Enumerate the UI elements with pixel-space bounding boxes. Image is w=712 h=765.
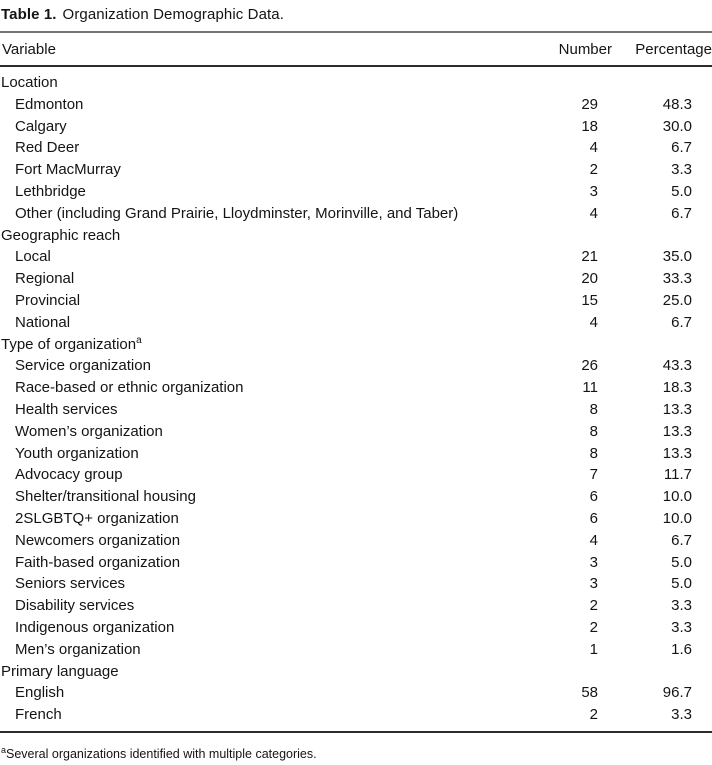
percentage-cell: 1.6 [671,640,692,658]
table-row [0,290,712,312]
number-cell: 29 [581,95,598,113]
section-name: Location [1,74,58,91]
number-cell: 15 [581,291,598,309]
number-cell: 2 [589,597,598,615]
percentage-cell: 5.0 [671,182,692,200]
section-header-row [0,334,712,356]
footnote-reference: a [136,334,142,346]
table-row [0,443,712,465]
table-row [0,486,712,508]
table-row [0,530,712,552]
column-header-number: Number [558,41,612,58]
footnote-marker: a [1,744,7,755]
percentage-cell: 3.3 [671,597,692,615]
variable-cell: Health services [15,400,118,418]
variable-cell: Indigenous organization [15,618,175,636]
table-title-label: Table 1. [1,6,57,23]
table-row [0,464,712,486]
number-cell: 11 [582,379,598,397]
number-cell: 20 [581,270,598,288]
percentage-cell: 35.0 [662,248,692,266]
percentage-cell: 5.0 [671,553,692,571]
demographic-table [0,31,712,733]
table-row [0,355,712,377]
variable-cell: Service organization [15,357,151,375]
number-cell: 3 [589,575,598,593]
variable-cell: Regional [15,270,75,288]
percentage-cell: 43.3 [662,357,692,375]
number-cell: 4 [589,531,598,549]
variable-cell: Race-based or ethnic organization [15,379,244,397]
column-header-percentage: Percentage [635,41,712,58]
variable-cell: Red Deer [15,139,80,157]
table-row [0,181,712,203]
table-row [0,268,712,290]
number-cell: 3 [589,553,598,571]
percentage-cell: 13.3 [662,444,692,462]
section-name: Geographic reach [1,226,121,244]
number-cell: 2 [589,706,598,724]
table-row [0,573,712,595]
number-cell: 26 [581,357,598,375]
percentage-cell: 96.7 [662,684,692,702]
percentage-cell: 3.3 [671,706,692,724]
variable-cell: Women’s organization [15,422,163,440]
number-cell: 58 [581,684,598,702]
section-label [0,334,712,356]
variable-cell: Men’s organization [15,640,141,658]
footnote-text: Several organizations identified with multiple categories. [6,746,317,761]
table-row [0,617,712,639]
table-row [0,246,712,268]
number-cell: 8 [589,444,598,462]
percentage-cell: 10.0 [662,509,692,527]
variable-cell: Other (including Grand Prairie, Lloydminster, Morinville, and Taber) [15,204,459,222]
table-header [0,32,712,66]
table-row [0,508,712,530]
section-header-row [0,225,712,247]
section-header-row [0,661,712,683]
section-name: Primary language [1,662,119,680]
table-row [0,116,712,138]
variable-cell: Fort MacMurray [15,161,121,179]
variable-cell: Faith-based organization [15,553,181,571]
percentage-cell: 10.0 [662,488,692,506]
percentage-cell: 13.3 [662,422,692,440]
variable-cell: Seniors services [15,575,126,593]
table-row [0,595,712,617]
number-cell: 4 [589,204,598,222]
variable-cell: Advocacy group [15,466,123,484]
number-cell: 6 [589,509,598,527]
variable-cell: Shelter/transitional housing [15,488,196,506]
variable-cell: French [15,706,62,724]
percentage-cell: 13.3 [662,400,692,418]
table-row [0,421,712,443]
table-row [0,94,712,116]
variable-cell: Calgary [15,117,67,135]
table-row [0,682,712,704]
variable-cell: English [15,684,65,702]
variable-cell: Edmonton [15,95,84,113]
number-cell: 1 [589,640,598,658]
percentage-cell: 6.7 [671,313,692,331]
table-title [0,0,712,31]
percentage-cell: 6.7 [671,204,692,222]
variable-cell: Disability services [15,597,135,615]
variable-cell: National [15,313,71,331]
percentage-cell: 30.0 [662,117,692,135]
percentage-cell: 25.0 [662,291,692,309]
table-row [0,639,712,661]
table-row [0,203,712,225]
table-row [0,159,712,181]
table-row [0,137,712,159]
number-cell: 18 [581,117,598,135]
number-cell: 7 [589,466,598,484]
variable-cell: Newcomers organization [15,531,181,549]
section-label [0,66,712,94]
variable-cell: Local [15,248,51,266]
section-header-row [0,66,712,94]
number-cell: 2 [589,618,598,636]
table-body [0,66,712,732]
table-footnote [0,746,712,762]
percentage-cell: 33.3 [662,270,692,288]
number-cell: 4 [589,313,598,331]
table-row [0,377,712,399]
variable-cell: 2SLGBTQ+ organization [15,509,179,527]
table-title-text: Organization Demographic Data. [62,6,284,23]
percentage-cell: 3.3 [671,618,692,636]
section-name: Type of organization [1,335,137,353]
number-cell: 4 [589,139,598,157]
number-cell: 8 [589,400,598,418]
table-row [0,399,712,421]
percentage-cell: 11.7 [663,466,692,484]
table-row [0,312,712,334]
percentage-cell: 48.3 [662,95,692,113]
number-cell: 3 [589,182,598,200]
variable-cell: Youth organization [15,444,139,462]
table-row [0,704,712,732]
variable-cell: Provincial [15,291,81,309]
table-row [0,552,712,574]
number-cell: 21 [581,248,598,266]
variable-cell: Lethbridge [15,182,86,200]
percentage-cell: 6.7 [671,531,692,549]
number-cell: 6 [589,488,598,506]
percentage-cell: 6.7 [671,139,692,157]
percentage-cell: 18.3 [662,379,692,397]
section-label [0,661,712,683]
number-cell: 8 [589,422,598,440]
section-label [0,225,712,247]
number-cell: 2 [589,161,598,179]
column-header-variable: Variable [2,41,56,58]
header-row [0,32,712,66]
percentage-cell: 5.0 [671,575,692,593]
percentage-cell: 3.3 [671,161,692,179]
